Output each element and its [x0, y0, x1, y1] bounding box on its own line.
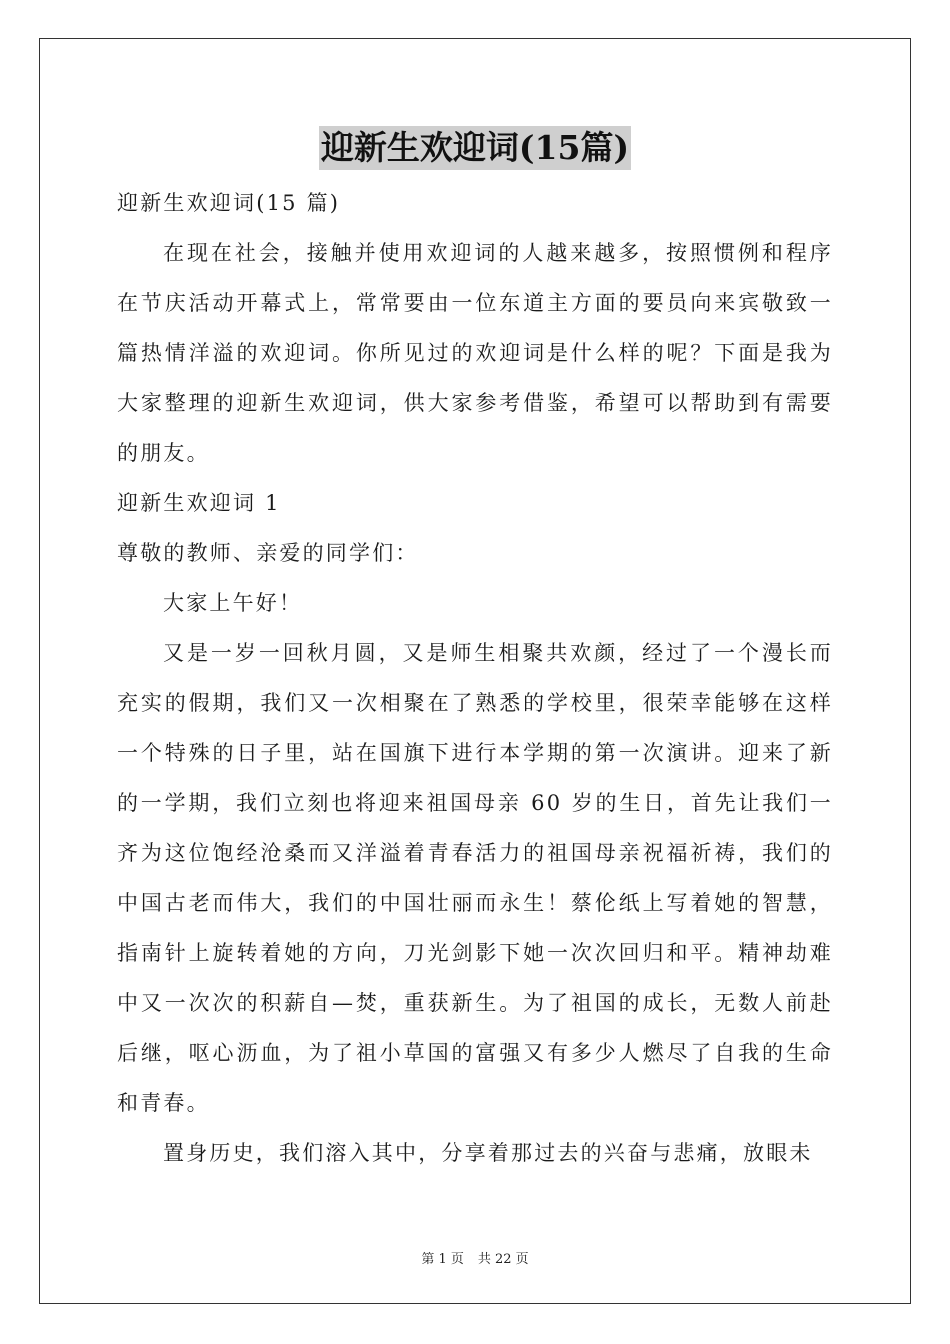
page-footer — [0, 1248, 950, 1267]
title-wrapper — [0, 126, 950, 170]
body-paragraph-2: 置身历史，我们溶入其中，分享着那过去的兴奋与悲痛，放眼未 — [163, 1141, 813, 1165]
subtitle: 迎新生欢迎词(15 篇) — [117, 191, 341, 215]
page-total: 共 22 页 — [477, 1252, 529, 1267]
document-title: 迎新生欢迎词(15篇) — [319, 126, 631, 170]
greeting: 大家上午好！ — [163, 591, 303, 615]
page-number: 第 1 页 — [421, 1252, 464, 1267]
body-paragraph-1: 又是一岁一回秋月圆，又是师生相聚共欢颜，经过了一个漫长而充实的假期，我们又一次相聚在了熟悉的学校里，很荣幸能够在这样一个特殊的日子里，站在国旗下进行本学期的第一次演讲。迎来了新的一学期，我们立刻也将迎来祖国母亲 60 岁的生日，首先让我们一齐为这位饱经沧桑而又洋溢着青春活力的祖国母亲祝福祈祷，我们的中国古老而伟大，我们的中国壮丽而永生！蔡伦纸上写着她的智慧，指南针上旋转着她的方向，刀光剑影下她一次次回归和平。精神劫难中又一次次的积薪自—焚，重获新生。为了祖国的成长，无数人前赴后继，呕心沥血，为了祖小草国的富强又有多少人燃尽了自我的生命和青春。 — [117, 641, 833, 1115]
document-body — [117, 178, 833, 1178]
section-heading: 迎新生欢迎词 1 — [117, 491, 281, 515]
intro-paragraph: 在现在社会，接触并使用欢迎词的人越来越多，按照惯例和程序在节庆活动开幕式上，常常要由一位东道主方面的要员向来宾敬致一篇热情洋溢的欢迎词。你所见过的欢迎词是什么样的呢？下面是我为大家整理的迎新生欢迎词，供大家参考借鉴，希望可以帮助到有需要的朋友。 — [117, 241, 833, 465]
salutation: 尊敬的教师、亲爱的同学们： — [117, 541, 419, 565]
